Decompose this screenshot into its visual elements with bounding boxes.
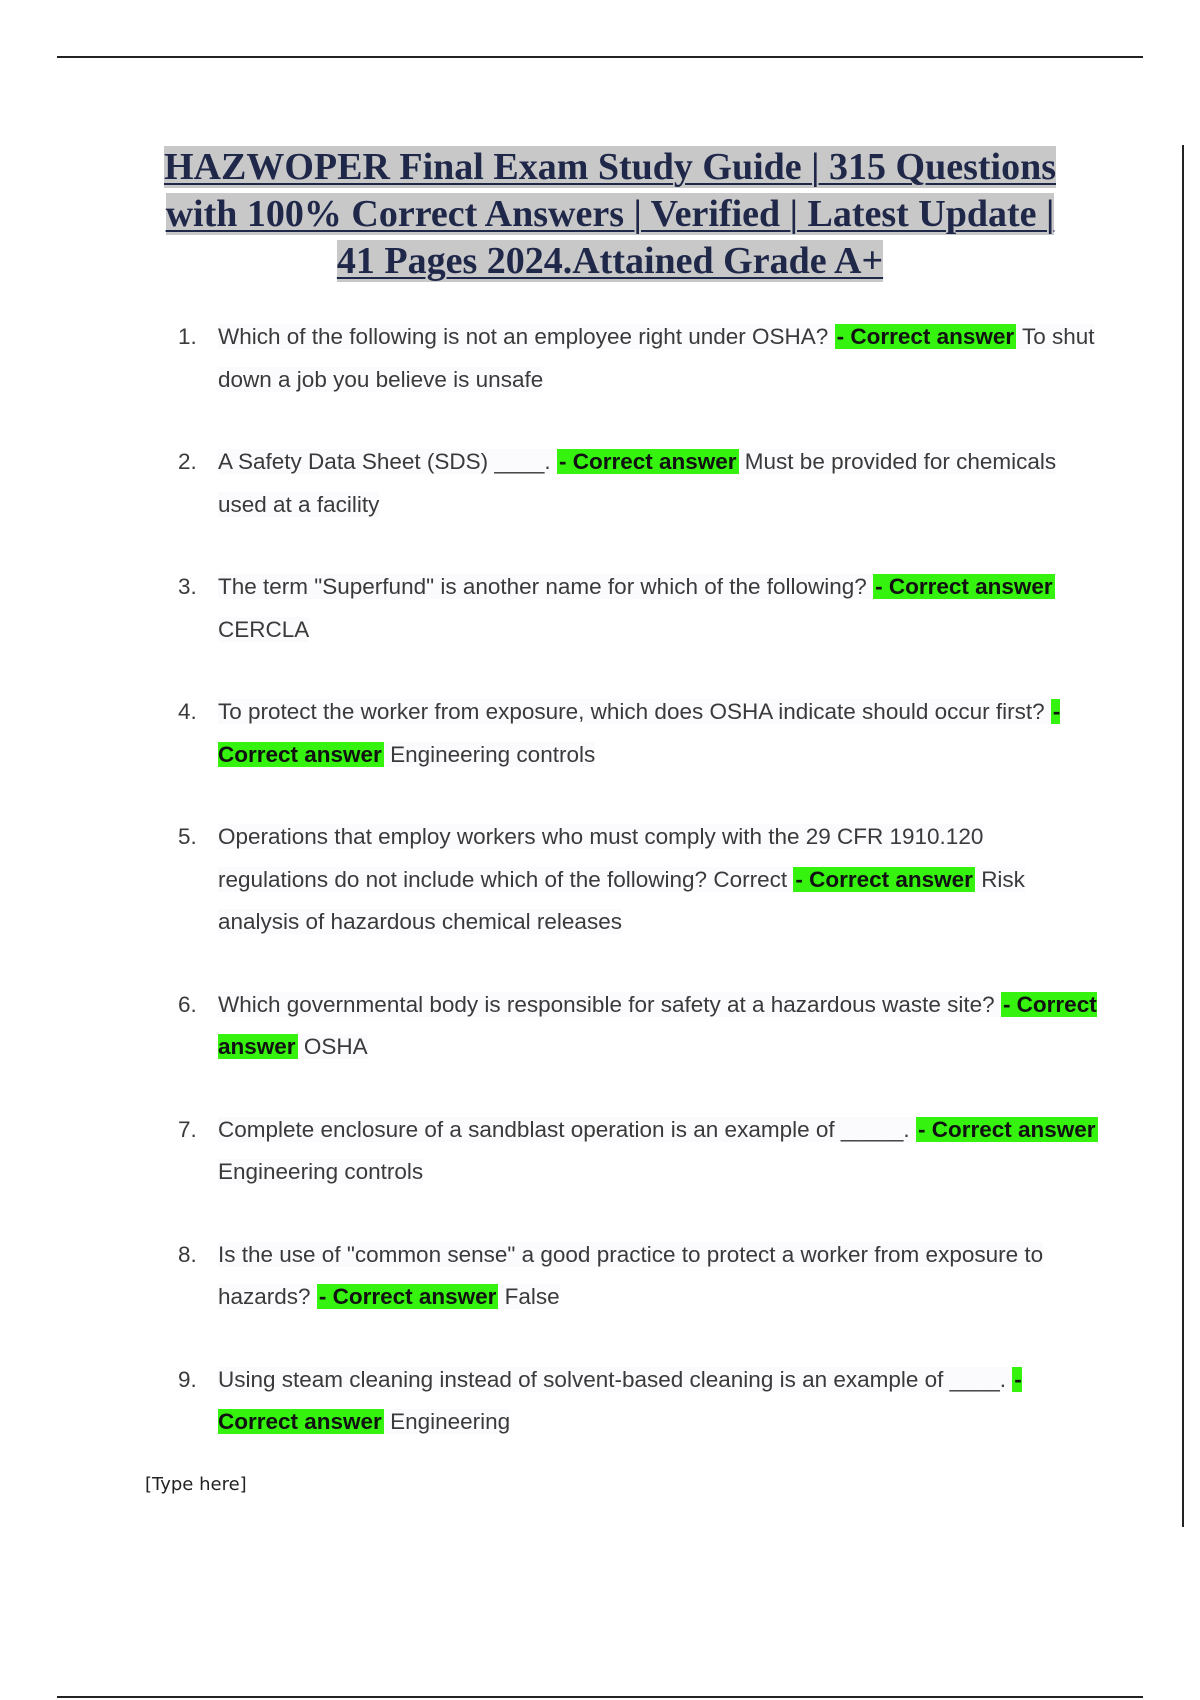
question-text: A Safety Data Sheet (SDS) ____.	[218, 449, 551, 474]
answer-text: CERCLA	[218, 616, 310, 642]
question-text: The term "Superfund" is another name for which of the following?	[218, 574, 867, 599]
question-text: Complete enclosure of a sandblast operation is an example of _____.	[218, 1116, 910, 1142]
question-item	[178, 984, 1098, 1069]
correct-answer-label: - Correct answer	[218, 991, 1097, 1059]
question-item	[178, 691, 1098, 776]
answer-text: To shut down a job you believe is unsafe	[218, 324, 1095, 392]
question-text: Which of the following is not an employee right under OSHA?	[218, 324, 829, 349]
question-body	[218, 1242, 1043, 1310]
question-number: 1.	[178, 324, 197, 349]
answer-text: Engineering controls	[218, 1159, 424, 1184]
question-body	[218, 1117, 1098, 1185]
question-number: 8.	[178, 1241, 197, 1267]
answer-text: False	[504, 1284, 560, 1309]
question-body	[218, 824, 1025, 934]
question-number: 6.	[178, 991, 197, 1017]
question-number: 9.	[178, 1366, 197, 1392]
question-body	[218, 699, 1060, 767]
question-body	[218, 324, 1095, 392]
right-margin-bar	[1182, 145, 1184, 1527]
question-body	[218, 1367, 1022, 1435]
question-item	[178, 316, 1098, 401]
title-block	[150, 144, 1070, 285]
correct-answer-label: - Correct answer	[318, 1284, 497, 1309]
bottom-rule	[57, 1696, 1143, 1698]
question-item	[178, 1109, 1098, 1194]
question-item	[178, 566, 1098, 651]
question-number: 3.	[178, 574, 197, 599]
question-item	[178, 816, 1098, 944]
question-item	[178, 1234, 1098, 1319]
question-list	[178, 316, 1098, 1444]
correct-answer-label: - Correct answer	[558, 449, 737, 474]
question-text: Operations that employ workers who must comply with the 29 CFR 1910.120 regulations do not include which of the following? Correct	[218, 824, 984, 892]
question-body	[218, 992, 1097, 1060]
question-item	[178, 441, 1098, 526]
answer-text: OSHA	[303, 1034, 368, 1059]
question-text: Which governmental body is responsible for safety at a hazardous waste site?	[218, 991, 995, 1017]
question-number: 4.	[178, 699, 197, 724]
question-text: Using steam cleaning instead of solvent-based cleaning is an example of ____.	[218, 1366, 1006, 1392]
question-number: 5.	[178, 824, 197, 849]
correct-answer-label: - Correct answer	[875, 574, 1053, 599]
correct-answer-label: - Correct answer	[836, 324, 1015, 349]
answer-text: Engineering	[390, 1409, 511, 1434]
question-number: 2.	[178, 449, 197, 474]
question-text: To protect the worker from exposure, which does OSHA indicate should occur first?	[218, 699, 1045, 724]
top-rule	[57, 56, 1143, 58]
correct-answer-label: - Correct answer	[795, 866, 973, 892]
correct-answer-label: - Correct answer	[917, 1116, 1096, 1142]
correct-answer-label: - Correct answer	[218, 1366, 1022, 1434]
question-body	[218, 449, 1056, 517]
answer-text: Must be provided for chemicals used at a facility	[218, 449, 1057, 517]
question-text: Is the use of "common sense" a good practice to protect a worker from exposure to hazards?	[218, 1241, 1044, 1309]
answer-text: Engineering controls	[390, 741, 596, 767]
page-title: HAZWOPER Final Exam Study Guide | 315 Questions with 100% Correct Answers | Verified | Latest Update | 41 Pages 2024.Attained Grade A+	[163, 146, 1057, 282]
footer-placeholder[interactable]: [Type here]	[145, 1474, 247, 1495]
answer-text: Risk analysis of hazardous chemical releases	[218, 866, 1025, 934]
question-item	[178, 1359, 1098, 1444]
question-number: 7.	[178, 1116, 197, 1142]
question-body	[218, 574, 1055, 642]
correct-answer-label: - Correct answer	[218, 699, 1061, 767]
